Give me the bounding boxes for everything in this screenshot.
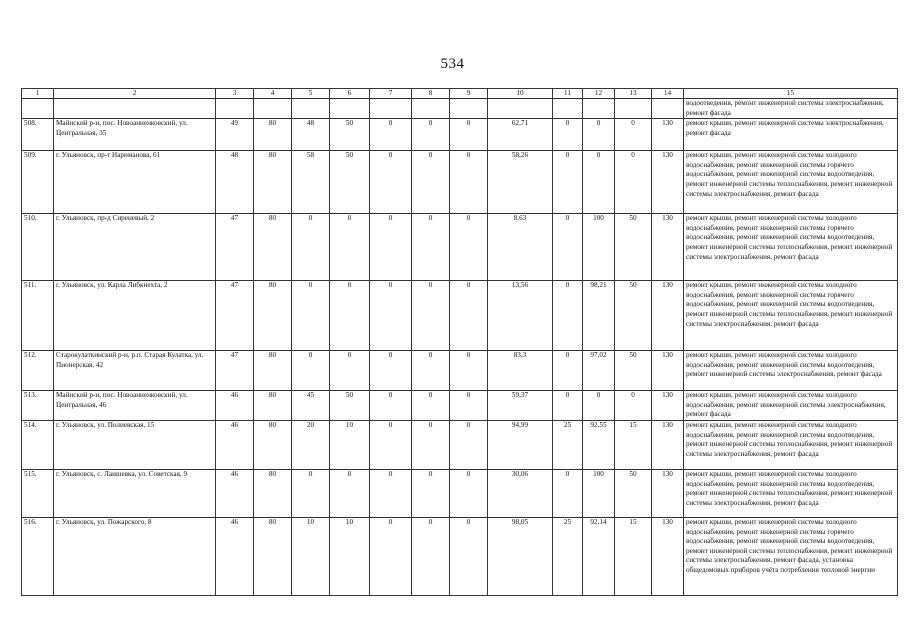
- col-header: 14: [652, 89, 684, 99]
- row-number-cell: 510.: [22, 214, 54, 281]
- value-cell: 130: [652, 391, 684, 421]
- works-cell: водоотведения, ремонт инженерной системы электроснабжения, ремонт фасада: [684, 99, 898, 119]
- table-row: [22, 119, 898, 151]
- cell: [254, 99, 292, 119]
- page-number: 534: [440, 56, 465, 72]
- value-cell: 10: [292, 517, 330, 595]
- cell: [370, 99, 412, 119]
- value-cell: 50: [330, 391, 370, 421]
- table-row: [22, 151, 898, 214]
- address-cell: г. Ульяновск, ул. Пожарского, 8: [54, 517, 216, 595]
- value-cell: 0: [412, 420, 450, 469]
- value-cell: 0: [553, 214, 583, 281]
- col-header: 12: [583, 89, 615, 99]
- value-cell: 0: [370, 420, 412, 469]
- value-cell: 0: [553, 391, 583, 421]
- value-cell: 130: [652, 281, 684, 351]
- cell: [583, 99, 615, 119]
- col-header: 13: [615, 89, 652, 99]
- value-cell: 92,14: [583, 517, 615, 595]
- value-cell: 0: [615, 119, 652, 151]
- value-cell: 0: [412, 391, 450, 421]
- cell: [330, 99, 370, 119]
- value-cell: 25: [553, 517, 583, 595]
- value-cell: 83,3: [488, 351, 553, 391]
- value-cell: 130: [652, 214, 684, 281]
- address-cell: Старокулаткинский р-н, р.п. Старая Кулатка, ул. Пионерская, 42: [54, 351, 216, 391]
- cell: [450, 99, 488, 119]
- value-cell: 0: [553, 119, 583, 151]
- value-cell: 49: [216, 119, 254, 151]
- cell: [652, 99, 684, 119]
- value-cell: 0: [553, 281, 583, 351]
- value-cell: 58: [292, 151, 330, 214]
- cell: [553, 99, 583, 119]
- value-cell: 0: [412, 281, 450, 351]
- value-cell: 0: [583, 391, 615, 421]
- works-cell: ремонт крыши, ремонт инженерной системы холодного водоснабжения, ремонт инженерной системы горячего водоснабжения, ремонт инженерной системы водоотведения, ремонт инженерной системы теплоснабжения, ремонт инженерной системы электроснабжения, ремонт фасада: [684, 214, 898, 281]
- value-cell: 46: [216, 391, 254, 421]
- value-cell: 0: [615, 391, 652, 421]
- value-cell: 62,71: [488, 119, 553, 151]
- value-cell: 98,05: [488, 517, 553, 595]
- value-cell: 0: [292, 351, 330, 391]
- value-cell: 0: [553, 469, 583, 517]
- table-row: [22, 469, 898, 517]
- value-cell: 0: [450, 351, 488, 391]
- value-cell: 80: [254, 517, 292, 595]
- cell: [488, 99, 553, 119]
- works-cell: ремонт крыши, ремонт инженерной системы холодного водоснабжения, ремонт инженерной системы горячего водоснабжения, ремонт инженерной системы водоотведения, ремонт инженерной системы теплоснабжения, ремонт инженерной системы электроснабжения, ремонт фасада: [684, 281, 898, 351]
- value-cell: 0: [583, 151, 615, 214]
- value-cell: 0: [412, 214, 450, 281]
- value-cell: 58,26: [488, 151, 553, 214]
- value-cell: 0: [370, 469, 412, 517]
- cell: [216, 99, 254, 119]
- value-cell: 20: [292, 420, 330, 469]
- value-cell: 130: [652, 469, 684, 517]
- works-cell: ремонт крыши, ремонт инженерной системы электроснабжения, ремонт фасада: [684, 119, 898, 151]
- col-header: 8: [412, 89, 450, 99]
- value-cell: 50: [330, 151, 370, 214]
- col-header: 5: [292, 89, 330, 99]
- value-cell: 80: [254, 214, 292, 281]
- value-cell: 15: [615, 420, 652, 469]
- value-cell: 97,02: [583, 351, 615, 391]
- address-cell: Майнский р-н, пос. Новоанненковский, ул. Центральная, 46: [54, 391, 216, 421]
- value-cell: 0: [330, 214, 370, 281]
- col-header: 1: [22, 89, 54, 99]
- value-cell: 0: [370, 151, 412, 214]
- value-cell: 13,56: [488, 281, 553, 351]
- value-cell: 80: [254, 420, 292, 469]
- value-cell: 130: [652, 517, 684, 595]
- value-cell: 98,21: [583, 281, 615, 351]
- value-cell: 0: [370, 119, 412, 151]
- works-cell: ремонт крыши, ремонт инженерной системы холодного водоснабжения, ремонт инженерной системы горячего водоснабжения, ремонт инженерной системы водоотведения, ремонт инженерной системы теплоснабжения, ремонт инженерной системы электроснабжения, ремонт фасада: [684, 151, 898, 214]
- value-cell: 47: [216, 351, 254, 391]
- cell: [292, 99, 330, 119]
- value-cell: 48: [216, 151, 254, 214]
- works-cell: ремонт крыши, ремонт инженерной системы холодного водоснабжения, ремонт инженерной системы горячего водоснабжения, ремонт инженерной системы водоотведения, ремонт инженерной системы теплоснабжения, ремонт инженерной системы электроснабжения, ремонт фасада, установка общедомовых приборов учёта потребления тепловой энергии: [684, 517, 898, 595]
- value-cell: 100: [583, 469, 615, 517]
- value-cell: 0: [553, 151, 583, 214]
- row-number-cell: 508.: [22, 119, 54, 151]
- value-cell: 130: [652, 151, 684, 214]
- value-cell: 0: [412, 469, 450, 517]
- row-number-cell: 513.: [22, 391, 54, 421]
- row-number-cell: 516.: [22, 517, 54, 595]
- col-header: 15: [684, 89, 898, 99]
- value-cell: 0: [450, 517, 488, 595]
- col-header: 7: [370, 89, 412, 99]
- works-cell: ремонт крыши, ремонт инженерной системы холодного водоснабжения, ремонт инженерной системы электроснабжения, ремонт фасада: [684, 391, 898, 421]
- value-cell: 0: [292, 214, 330, 281]
- value-cell: 10: [330, 420, 370, 469]
- value-cell: 0: [292, 469, 330, 517]
- value-cell: 0: [615, 151, 652, 214]
- value-cell: 0: [330, 281, 370, 351]
- row-number-cell: 512.: [22, 351, 54, 391]
- works-cell: ремонт крыши, ремонт инженерной системы холодного водоснабжения, ремонт инженерной системы водоотведения, ремонт инженерной системы электроснабжения, ремонт фасада: [684, 351, 898, 391]
- value-cell: 25: [553, 420, 583, 469]
- works-cell: ремонт крыши, ремонт инженерной системы холодного водоснабжения, ремонт инженерной системы водоотведения, ремонт инженерной системы теплоснабжения, ремонт инженерной системы электроснабжения, ремонт фасада: [684, 469, 898, 517]
- value-cell: 0: [450, 469, 488, 517]
- cell: [615, 99, 652, 119]
- value-cell: 100: [583, 214, 615, 281]
- value-cell: 80: [254, 119, 292, 151]
- value-cell: 0: [553, 351, 583, 391]
- value-cell: 45: [292, 391, 330, 421]
- repair-program-table: [21, 88, 898, 596]
- address-cell: г. Ульяновск, с. Лаишевка, ул. Советская, 9: [54, 469, 216, 517]
- col-header: 11: [553, 89, 583, 99]
- value-cell: 80: [254, 281, 292, 351]
- value-cell: 130: [652, 351, 684, 391]
- value-cell: 0: [450, 281, 488, 351]
- value-cell: 46: [216, 420, 254, 469]
- value-cell: 0: [412, 351, 450, 391]
- column-number-row: [22, 89, 898, 99]
- value-cell: 50: [330, 119, 370, 151]
- value-cell: 0: [412, 151, 450, 214]
- col-header: 9: [450, 89, 488, 99]
- value-cell: 46: [216, 469, 254, 517]
- cell: [22, 99, 54, 119]
- value-cell: 0: [370, 214, 412, 281]
- value-cell: 0: [370, 391, 412, 421]
- value-cell: 92,55: [583, 420, 615, 469]
- value-cell: 59,37: [488, 391, 553, 421]
- col-header: 4: [254, 89, 292, 99]
- value-cell: 0: [370, 281, 412, 351]
- value-cell: 10: [330, 517, 370, 595]
- value-cell: 130: [652, 119, 684, 151]
- value-cell: 15: [615, 517, 652, 595]
- row-number-cell: 514.: [22, 420, 54, 469]
- address-cell: г. Ульяновск, пр-д Сиреневый, 2: [54, 214, 216, 281]
- value-cell: 80: [254, 391, 292, 421]
- value-cell: 80: [254, 351, 292, 391]
- cell: [54, 99, 216, 119]
- table-row: [22, 517, 898, 595]
- value-cell: 30,06: [488, 469, 553, 517]
- value-cell: 50: [615, 214, 652, 281]
- value-cell: 80: [254, 151, 292, 214]
- cell: [412, 99, 450, 119]
- row-number-cell: 509.: [22, 151, 54, 214]
- value-cell: 47: [216, 214, 254, 281]
- row-number-cell: 511.: [22, 281, 54, 351]
- value-cell: 46: [216, 517, 254, 595]
- value-cell: 0: [412, 517, 450, 595]
- value-cell: 50: [615, 469, 652, 517]
- value-cell: 0: [450, 214, 488, 281]
- col-header: 6: [330, 89, 370, 99]
- col-header: 10: [488, 89, 553, 99]
- value-cell: 0: [292, 281, 330, 351]
- address-cell: г. Ульяновск, ул. Полиевская, 15: [54, 420, 216, 469]
- table-row: [22, 420, 898, 469]
- value-cell: 0: [450, 151, 488, 214]
- value-cell: 0: [370, 351, 412, 391]
- col-header: 3: [216, 89, 254, 99]
- address-cell: г. Ульяновск, ул. Карла Либкнехта, 2: [54, 281, 216, 351]
- value-cell: 0: [583, 119, 615, 151]
- value-cell: 0: [450, 391, 488, 421]
- table-row: [22, 281, 898, 351]
- value-cell: 0: [370, 517, 412, 595]
- works-cell: ремонт крыши, ремонт инженерной системы холодного водоснабжения, ремонт инженерной системы водоотведения, ремонт инженерной системы теплоснабжения, ремонт инженерной системы электроснабжения, ремонт фасада: [684, 420, 898, 469]
- value-cell: 0: [330, 469, 370, 517]
- value-cell: 80: [254, 469, 292, 517]
- continuation-row: [22, 99, 898, 119]
- value-cell: 0: [412, 119, 450, 151]
- value-cell: 0: [450, 420, 488, 469]
- value-cell: 130: [652, 420, 684, 469]
- col-header: 2: [54, 89, 216, 99]
- address-cell: г. Ульяновск, пр-т Нариманова, 61: [54, 151, 216, 214]
- value-cell: 0: [330, 351, 370, 391]
- table-row: [22, 391, 898, 421]
- row-number-cell: 515.: [22, 469, 54, 517]
- value-cell: 48: [292, 119, 330, 151]
- value-cell: 0: [450, 119, 488, 151]
- table-row: [22, 214, 898, 281]
- value-cell: 50: [615, 351, 652, 391]
- value-cell: 50: [615, 281, 652, 351]
- value-cell: 47: [216, 281, 254, 351]
- table-row: [22, 351, 898, 391]
- address-cell: Майнский р-н, пос. Новоанненковский, ул. Центральная, 35: [54, 119, 216, 151]
- value-cell: 94,99: [488, 420, 553, 469]
- value-cell: 8,63: [488, 214, 553, 281]
